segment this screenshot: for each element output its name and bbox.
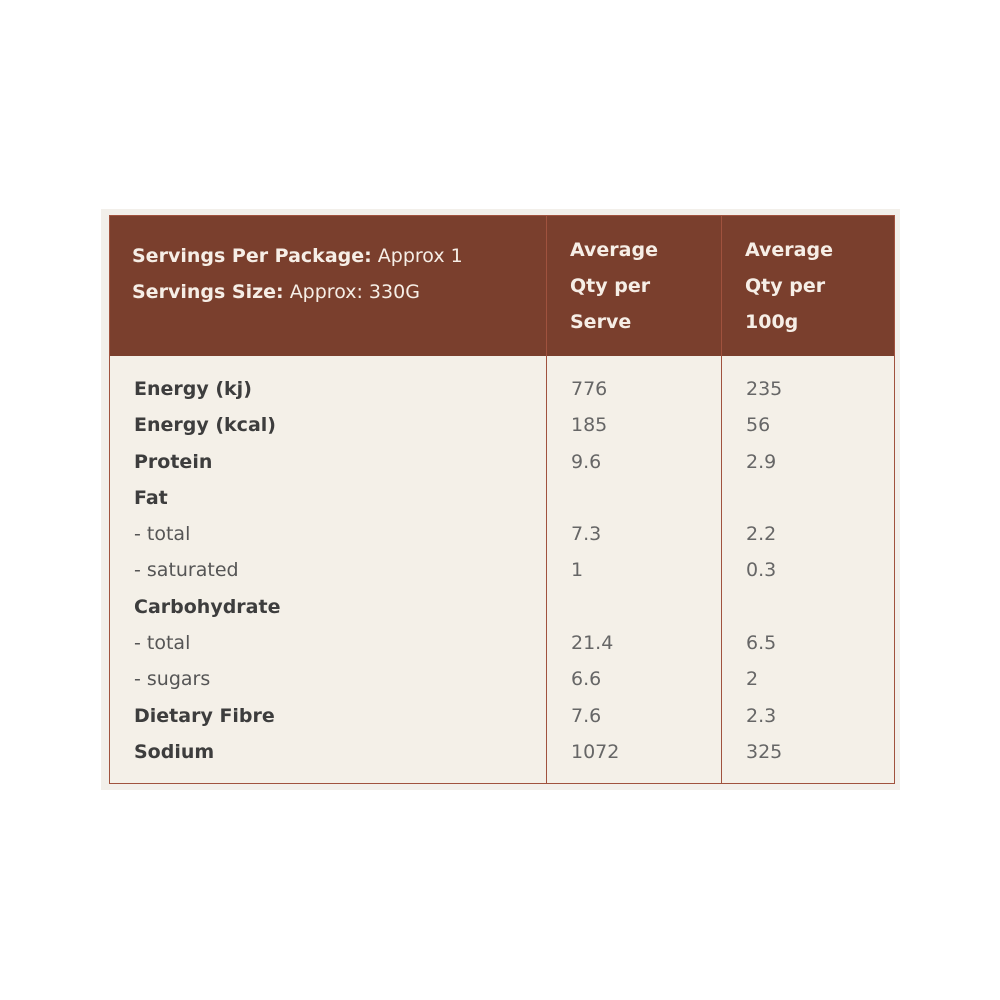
nutrition-table — [109, 215, 895, 784]
nutrient-name: - total — [134, 523, 191, 546]
column-header-line: 100g — [745, 311, 799, 333]
nutrient-rows — [110, 373, 894, 772]
qty-per-serve: 6.6 — [571, 668, 602, 691]
qty-per-100g: 56 — [746, 414, 771, 437]
table-row — [110, 736, 894, 772]
nutrient-name: Protein — [134, 450, 213, 473]
qty-per-serve: 7.3 — [571, 523, 602, 546]
nutrient-name: Sodium — [134, 740, 215, 763]
table-row — [110, 700, 894, 736]
qty-per-serve: 1 — [571, 559, 584, 582]
table-row — [110, 554, 894, 590]
table-row — [110, 627, 894, 663]
servings-info — [132, 238, 463, 310]
column-header-per-serve — [570, 232, 658, 340]
nutrient-name: Carbohydrate — [134, 595, 281, 618]
qty-per-100g: 2 — [746, 668, 759, 691]
qty-per-serve: 185 — [571, 414, 608, 437]
column-header-line: Qty per — [570, 275, 651, 297]
nutrient-name: Dietary Fibre — [134, 704, 275, 727]
qty-per-serve: 9.6 — [571, 450, 602, 473]
column-header-per-100g — [745, 232, 833, 340]
qty-per-100g: 325 — [746, 740, 783, 763]
servings-per-package-value: Approx 1 — [377, 245, 463, 267]
column-header-line: Average — [570, 239, 658, 261]
nutrient-name: Fat — [134, 486, 168, 509]
nutrient-name: Energy (kj) — [134, 378, 252, 400]
nutrition-table-frame — [101, 209, 900, 790]
column-header-line: Serve — [570, 311, 632, 333]
qty-per-100g: 0.3 — [746, 559, 777, 582]
table-row — [110, 446, 894, 482]
table-row — [110, 409, 894, 445]
qty-per-serve: 21.4 — [571, 632, 614, 655]
qty-per-serve: 776 — [571, 378, 608, 400]
table-row — [110, 518, 894, 554]
table-row — [110, 663, 894, 699]
serving-size-label: Servings Size: — [132, 281, 284, 303]
qty-per-100g: 2.2 — [746, 523, 777, 546]
serving-size-value: Approx: 330G — [289, 281, 420, 303]
qty-per-100g: 235 — [746, 378, 783, 400]
table-row — [110, 373, 894, 409]
qty-per-100g: 2.3 — [746, 704, 777, 727]
nutrient-name: - saturated — [134, 559, 239, 582]
nutrient-name: Energy (kcal) — [134, 414, 276, 437]
nutrient-name: - sugars — [134, 668, 211, 691]
column-header-line: Qty per — [745, 275, 826, 297]
table-header — [110, 216, 894, 356]
table-row — [110, 591, 894, 627]
qty-per-100g: 2.9 — [746, 450, 777, 473]
qty-per-serve: 7.6 — [571, 704, 602, 727]
table-row — [110, 482, 894, 518]
servings-per-package-label: Servings Per Package: — [132, 245, 372, 267]
qty-per-100g: 6.5 — [746, 632, 777, 655]
column-header-line: Average — [745, 239, 833, 261]
nutrient-name: - total — [134, 632, 191, 655]
qty-per-serve: 1072 — [571, 740, 620, 763]
serving-size — [132, 274, 463, 310]
servings-per-package — [132, 238, 463, 274]
